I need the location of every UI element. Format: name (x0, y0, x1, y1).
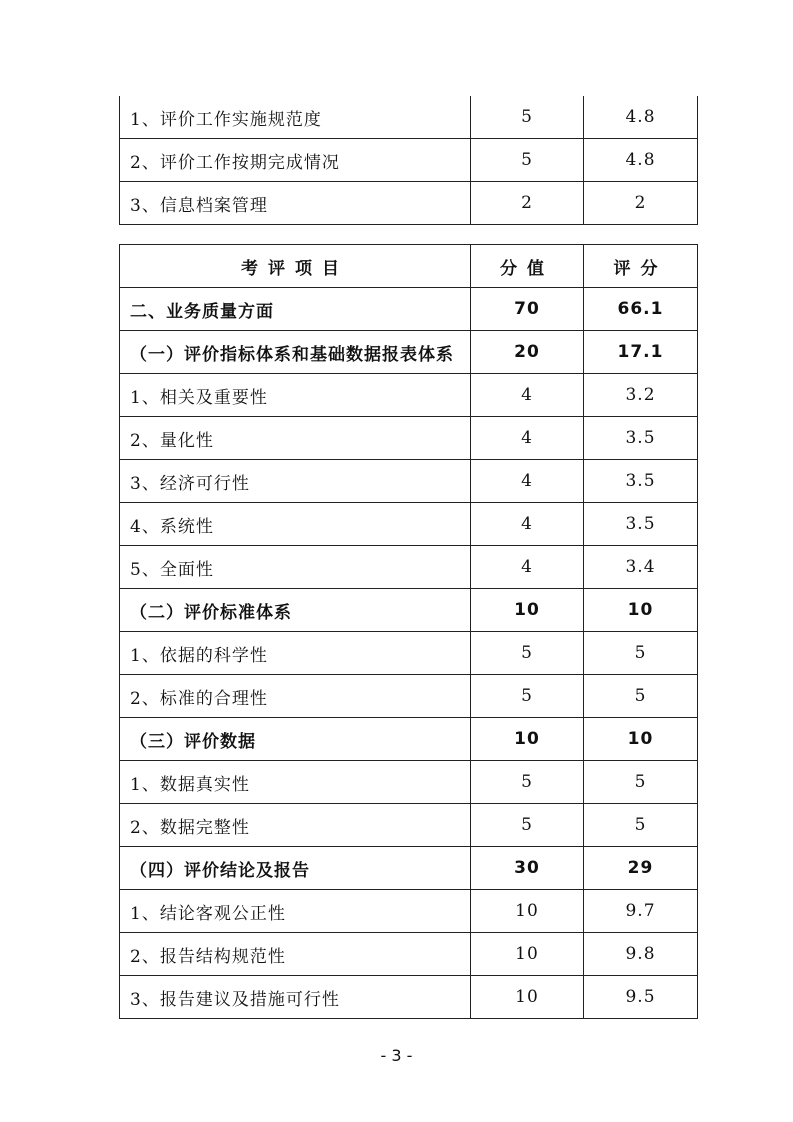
score-cell: 10 (471, 718, 584, 761)
rating-cell: 9.5 (584, 976, 698, 1019)
table-header-row (120, 245, 698, 288)
item-cell: （三）评价数据 (120, 718, 471, 761)
score-cell: 4 (471, 546, 584, 589)
rating-cell: 29 (584, 847, 698, 890)
rating-cell: 3.2 (584, 374, 698, 417)
rating-cell: 10 (584, 718, 698, 761)
header-rating: 评分 (584, 245, 698, 288)
item-cell: 2、数据完整性 (120, 804, 471, 847)
rating-cell: 2 (584, 182, 698, 225)
item-cell: 2、评价工作按期完成情况 (120, 139, 471, 182)
table-row (120, 331, 698, 374)
table-row (120, 546, 698, 589)
score-cell: 2 (471, 182, 584, 225)
item-cell: 1、评价工作实施规范度 (120, 96, 471, 139)
table-row (120, 139, 698, 182)
rating-cell: 66.1 (584, 288, 698, 331)
item-cell: （四）评价结论及报告 (120, 847, 471, 890)
rating-cell: 3.5 (584, 503, 698, 546)
table-row (120, 288, 698, 331)
score-cell: 4 (471, 374, 584, 417)
score-cell: 5 (471, 139, 584, 182)
table-row (120, 675, 698, 718)
item-cell: 2、报告结构规范性 (120, 933, 471, 976)
table-row (120, 933, 698, 976)
item-cell: 2、标准的合理性 (120, 675, 471, 718)
score-cell: 4 (471, 417, 584, 460)
rating-cell: 3.4 (584, 546, 698, 589)
table-row (120, 890, 698, 933)
score-cell: 4 (471, 503, 584, 546)
score-cell: 5 (471, 675, 584, 718)
evaluation-table (119, 244, 698, 1019)
item-cell: 4、系统性 (120, 503, 471, 546)
header-score: 分值 (471, 245, 584, 288)
score-cell: 70 (471, 288, 584, 331)
score-cell: 5 (471, 804, 584, 847)
header-item: 考评项目 (120, 245, 471, 288)
score-cell: 10 (471, 589, 584, 632)
item-cell: 3、报告建议及措施可行性 (120, 976, 471, 1019)
rating-cell: 5 (584, 632, 698, 675)
score-cell: 10 (471, 933, 584, 976)
table-row (120, 632, 698, 675)
rating-cell: 3.5 (584, 460, 698, 503)
score-cell: 5 (471, 761, 584, 804)
item-cell: 3、经济可行性 (120, 460, 471, 503)
item-cell: 3、信息档案管理 (120, 182, 471, 225)
item-cell: （二）评价标准体系 (120, 589, 471, 632)
item-cell: （一）评价指标体系和基础数据报表体系 (120, 331, 471, 374)
table-row (120, 503, 698, 546)
rating-cell: 5 (584, 675, 698, 718)
rating-cell: 17.1 (584, 331, 698, 374)
rating-cell: 9.7 (584, 890, 698, 933)
item-cell: 1、数据真实性 (120, 761, 471, 804)
rating-cell: 4.8 (584, 96, 698, 139)
table-row (120, 847, 698, 890)
score-cell: 10 (471, 890, 584, 933)
table-row (120, 589, 698, 632)
item-cell: 1、相关及重要性 (120, 374, 471, 417)
evaluation-table-continued (119, 96, 698, 225)
table-row (120, 460, 698, 503)
table-row (120, 374, 698, 417)
item-cell: 1、依据的科学性 (120, 632, 471, 675)
item-cell: 1、结论客观公正性 (120, 890, 471, 933)
rating-cell: 3.5 (584, 417, 698, 460)
score-cell: 5 (471, 96, 584, 139)
rating-cell: 10 (584, 589, 698, 632)
score-cell: 4 (471, 460, 584, 503)
rating-cell: 5 (584, 804, 698, 847)
table-row (120, 976, 698, 1019)
rating-cell: 5 (584, 761, 698, 804)
item-cell: 二、业务质量方面 (120, 288, 471, 331)
score-cell: 5 (471, 632, 584, 675)
item-cell: 5、全面性 (120, 546, 471, 589)
rating-cell: 9.8 (584, 933, 698, 976)
score-cell: 20 (471, 331, 584, 374)
score-cell: 30 (471, 847, 584, 890)
page-number: - 3 - (380, 1046, 413, 1065)
item-cell: 2、量化性 (120, 417, 471, 460)
table-row (120, 96, 698, 139)
table-row (120, 804, 698, 847)
score-cell: 10 (471, 976, 584, 1019)
table-row (120, 417, 698, 460)
table-row (120, 718, 698, 761)
table-row (120, 182, 698, 225)
rating-cell: 4.8 (584, 139, 698, 182)
table-row (120, 761, 698, 804)
